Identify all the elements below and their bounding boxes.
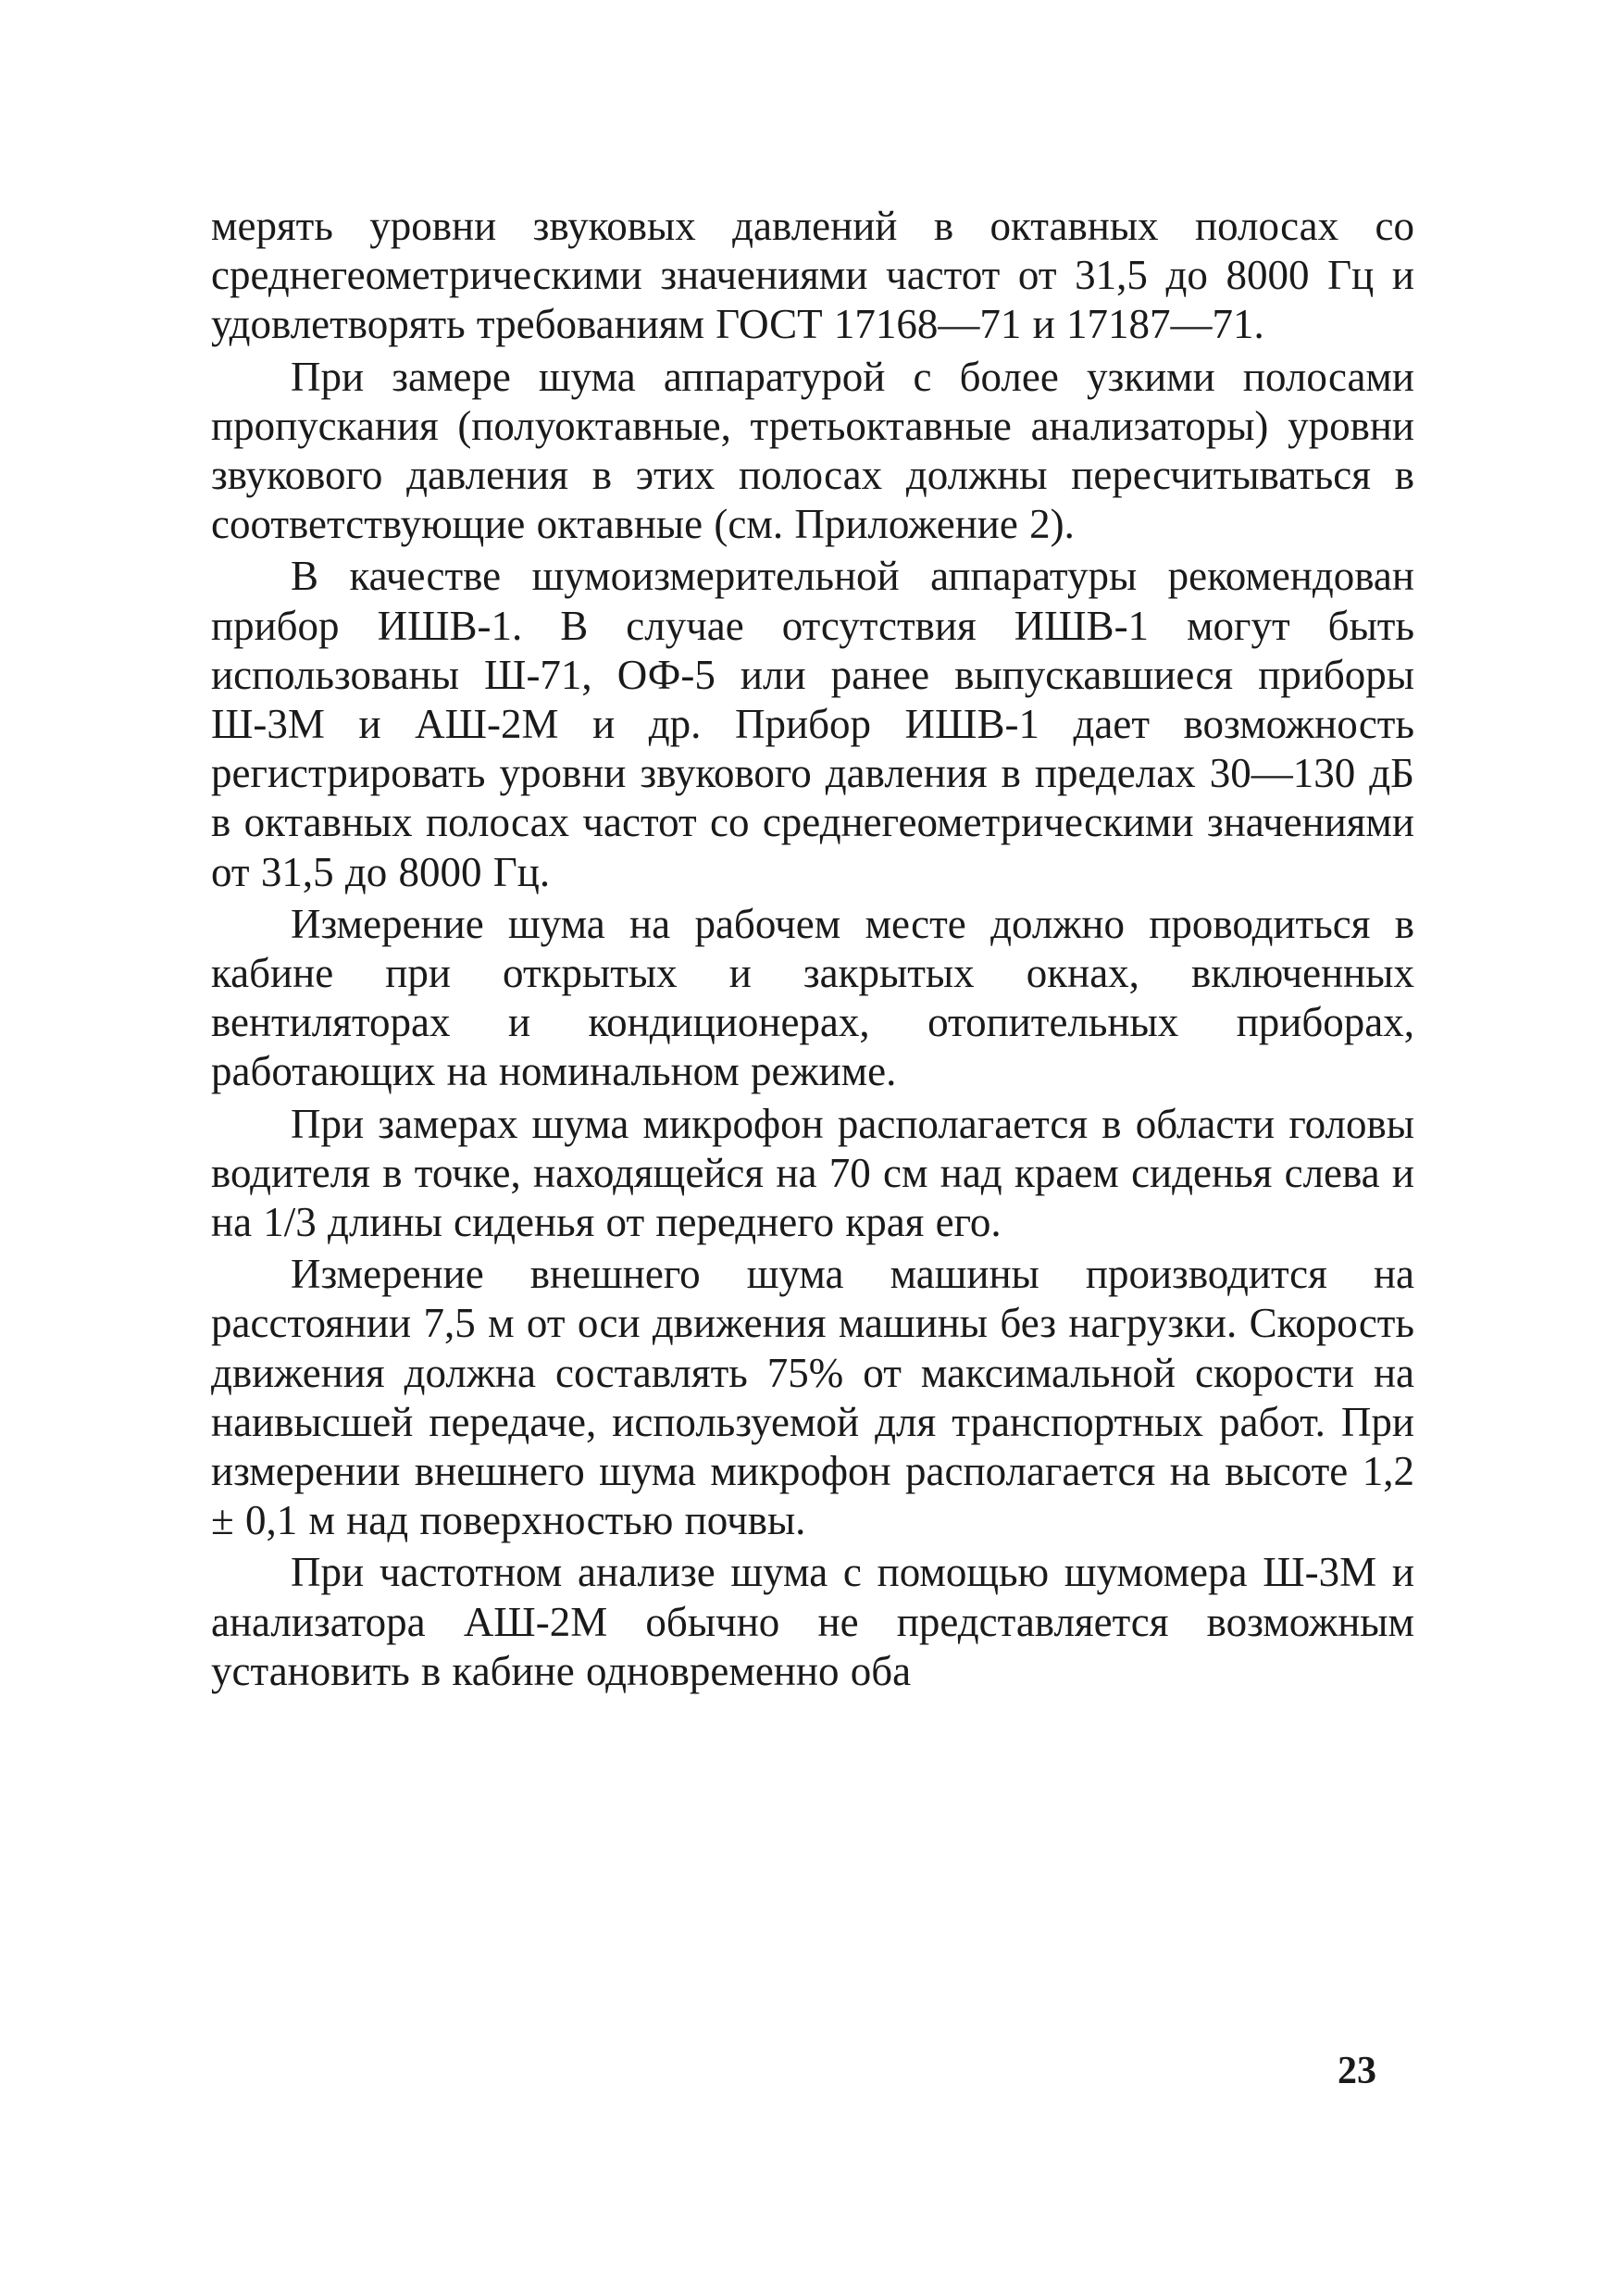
paragraph-external-noise: Измерение внешнего шума машины производится на расстоянии 7,5 м от оси движения машины без нагрузки. Скорость движения должна составлять 75% от максимальной скорости на наивысшей передаче, используемой для транспортных работ. При измерении внешнего шума микрофон располагается на высоте 1,2 ± 0,1 м над поверхностью почвы. xyxy=(211,1251,1414,1544)
page-number: 23 xyxy=(1338,2050,1376,2092)
paragraph-microphone-position: При замерах шума микрофон располагается в области головы водителя в точке, находящейся на 70 см над краем сиденья слева и на 1/3 длины сиденья от переднего края его. xyxy=(211,1100,1414,1246)
body-text xyxy=(211,202,1414,1699)
paragraph-narrowband-analysis: При замере шума аппаратурой с более узкими полосами пропускания (полуоктавные, третьоктавные анализаторы) уровни звукового давления в этих полосах должны пересчитываться в соответствующие октавные (см. Приложение 2). xyxy=(211,353,1414,548)
paragraph-measuring-equipment: В качестве шумоизмерительной аппаратуры рекомендован прибор ИШВ-1. В случае отсутствия ИШВ-1 могут быть использованы Ш-71, ОФ-5 или ранее выпускавшиеся приборы Ш-3М и АШ-2М и др. Прибор ИШВ-1 дает возможность регистрировать уровни звукового давления в пределах 30—130 дБ в октавных полосах частот со среднегеометрическими значениями от 31,5 до 8000 Гц. xyxy=(211,553,1414,895)
paragraph-continuation: мерять уровни звуковых давлений в октавных полосах со среднегеометрическими значениями частот от 31,5 до 8000 Гц и удовлетворять требованиям ГОСТ 17168—71 и 17187—71. xyxy=(211,203,1414,348)
paragraph-frequency-analysis: При частотном анализе шума с помощью шумомера Ш-3М и анализатора АШ-2М обычно не представляется возможным установить в кабине одновременно оба xyxy=(211,1549,1414,1694)
paragraph-workplace-measurement: Измерение шума на рабочем месте должно проводиться в кабине при открытых и закрытых окнах, включенных вентиляторах и кондиционерах, отопительных приборах, работающих на номинальном режиме. xyxy=(211,900,1414,1095)
